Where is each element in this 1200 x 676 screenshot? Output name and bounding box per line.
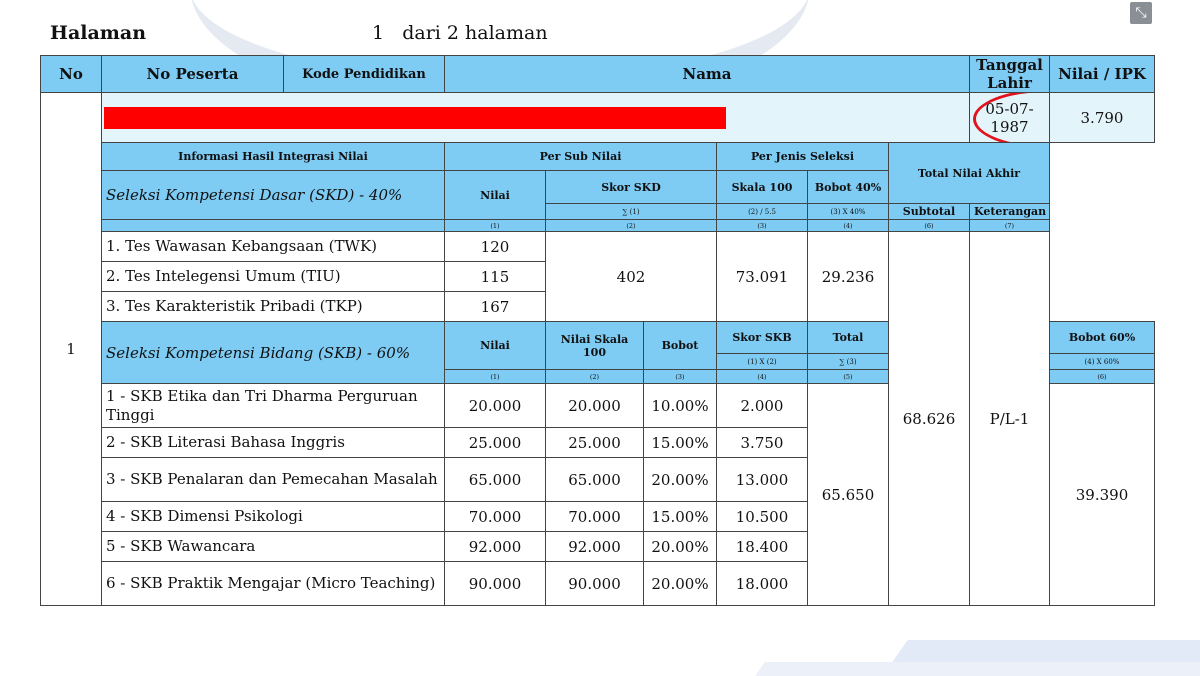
background-stripe [892, 640, 1200, 662]
skala-100-header: Skala 100 [717, 171, 808, 204]
col-header-no-peserta: No Peserta [102, 56, 284, 93]
collapse-icon[interactable]: ⤡ [1130, 2, 1152, 24]
skb-col-number: (1) [445, 370, 546, 384]
skb-row-skor: 13.000 [717, 458, 808, 502]
result-table [40, 55, 1155, 606]
skb-total-formula: ∑ (3) [808, 354, 889, 370]
skb-row-nilai: 92.000 [445, 532, 546, 562]
skb-row-skor: 18.400 [717, 532, 808, 562]
skb-nilai-header: Nilai [445, 322, 546, 370]
skb-col-number: (4) [717, 370, 808, 384]
background-stripe [755, 662, 1200, 676]
skd-bobot-40: 29.236 [808, 232, 889, 322]
skor-skd-formula: ∑ (1) [546, 204, 717, 220]
total-nilai-akhir-header: Total Nilai Akhir [889, 143, 1050, 204]
table-header-row [41, 56, 1155, 93]
skb-row-bobot: 20.00% [644, 562, 717, 606]
bobot-40-formula: (3) X 40% [808, 204, 889, 220]
bobot-40-header: Bobot 40% [808, 171, 889, 204]
skd-skala-100: 73.091 [717, 232, 808, 322]
participant-row [41, 93, 1155, 143]
skd-col-number: (1) [445, 220, 546, 232]
skb-row-label: 1 - SKB Etika dan Tri Dharma Perguruan Tinggi [102, 384, 445, 428]
skb-row-nilai: 65.000 [445, 458, 546, 502]
skb-row-skala: 65.000 [546, 458, 644, 502]
final-subtotal: 68.626 [889, 232, 970, 606]
skb-row-skor: 2.000 [717, 384, 808, 428]
skb-total-header: Total [808, 322, 889, 354]
bobot-60-formula: (4) X 60% [1050, 354, 1155, 370]
skb-row-nilai: 90.000 [445, 562, 546, 606]
per-jenis-seleksi-header: Per Jenis Seleksi [717, 143, 889, 171]
col-header-kode-pendidikan: Kode Pendidikan [284, 56, 445, 93]
skb-row-bobot: 15.00% [644, 502, 717, 532]
skd-col-number: (6) [889, 220, 970, 232]
skb-row-bobot: 20.00% [644, 532, 717, 562]
subtotal-header: Subtotal [889, 204, 970, 220]
skb-row-nilai: 20.000 [445, 384, 546, 428]
keterangan-header: Keterangan [970, 204, 1050, 220]
bobot-60-header: Bobot 60% [1050, 322, 1155, 354]
skd-row-nilai: 115 [445, 262, 546, 292]
skd-row-nilai: 167 [445, 292, 546, 322]
skb-row-label: 5 - SKB Wawancara [102, 532, 445, 562]
skb-row-label: 3 - SKB Penalaran dan Pemecahan Masalah [102, 458, 445, 502]
skb-bobot-60: 39.390 [1050, 384, 1155, 606]
skd-row [41, 232, 1155, 262]
skb-row-skala: 70.000 [546, 502, 644, 532]
skd-skor-total: 402 [546, 232, 717, 322]
skb-col-number: (6) [1050, 370, 1155, 384]
skd-col-number-row [41, 220, 1155, 232]
skd-nilai-header: Nilai [445, 171, 546, 220]
skb-row-bobot: 15.00% [644, 428, 717, 458]
skb-total: 65.650 [808, 384, 889, 606]
skb-row-skor: 10.500 [717, 502, 808, 532]
participant-ipk: 3.790 [1050, 93, 1155, 143]
skb-section-title: Seleksi Kompetensi Bidang (SKB) - 60% [102, 322, 445, 384]
col-header-tanggal-lahir: Tanggal Lahir [970, 56, 1050, 93]
skd-row-label: 1. Tes Wawasan Kebangsaan (TWK) [102, 232, 445, 262]
final-keterangan: P/L-1 [970, 232, 1050, 606]
col-header-nama: Nama [445, 56, 970, 93]
skd-section-title: Seleksi Kompetensi Dasar (SKD) - 40% [102, 171, 445, 220]
skd-col-number: (4) [808, 220, 889, 232]
birthdate-value: 05-07-1987 [985, 99, 1034, 136]
skb-col-number: (2) [546, 370, 644, 384]
skd-header-row [41, 143, 1155, 171]
skb-row-bobot: 10.00% [644, 384, 717, 428]
page-label: Halaman [50, 22, 147, 44]
skb-skala-100-header: Nilai Skala 100 [546, 322, 644, 370]
skd-col-number: (3) [717, 220, 808, 232]
participant-birthdate [970, 93, 1050, 143]
page-of: dari 2 halaman [402, 22, 548, 44]
skb-bobot-header: Bobot [644, 322, 717, 370]
skd-row-nilai: 120 [445, 232, 546, 262]
skb-row-skor: 3.750 [717, 428, 808, 458]
skala-100-formula: (2) / 5.5 [717, 204, 808, 220]
participant-identity-cell [102, 93, 970, 143]
skb-col-number: (5) [808, 370, 889, 384]
skb-row-skala: 25.000 [546, 428, 644, 458]
skb-row-nilai: 70.000 [445, 502, 546, 532]
skor-skb-formula: (1) X (2) [717, 354, 808, 370]
skb-row-skala: 92.000 [546, 532, 644, 562]
page-count [372, 22, 548, 44]
skor-skd-header: Skor SKD [546, 171, 717, 204]
skb-row-label: 2 - SKB Literasi Bahasa Inggris [102, 428, 445, 458]
skb-row-bobot: 20.00% [644, 458, 717, 502]
skb-row-label: 6 - SKB Praktik Mengajar (Micro Teaching) [102, 562, 445, 606]
skb-row-skor: 18.000 [717, 562, 808, 606]
page-number: 1 [372, 22, 385, 44]
skd-col-number-blank [102, 220, 445, 232]
col-header-nilai-ipk: Nilai / IPK [1050, 56, 1155, 93]
per-sub-nilai-header: Per Sub Nilai [445, 143, 717, 171]
info-header: Informasi Hasil Integrasi Nilai [102, 143, 445, 171]
redaction-bar [104, 107, 726, 129]
col-header-no: No [41, 56, 102, 93]
skor-skb-header: Skor SKB [717, 322, 808, 354]
skb-row-skala: 90.000 [546, 562, 644, 606]
skd-row-label: 3. Tes Karakteristik Pribadi (TKP) [102, 292, 445, 322]
skb-row-nilai: 25.000 [445, 428, 546, 458]
skb-row-label: 4 - SKB Dimensi Psikologi [102, 502, 445, 532]
participant-no: 1 [41, 93, 102, 606]
skd-col-number: (2) [546, 220, 717, 232]
skd-col-number: (7) [970, 220, 1050, 232]
skd-row-label: 2. Tes Intelegensi Umum (TIU) [102, 262, 445, 292]
skb-col-number: (3) [644, 370, 717, 384]
skb-row-skala: 20.000 [546, 384, 644, 428]
